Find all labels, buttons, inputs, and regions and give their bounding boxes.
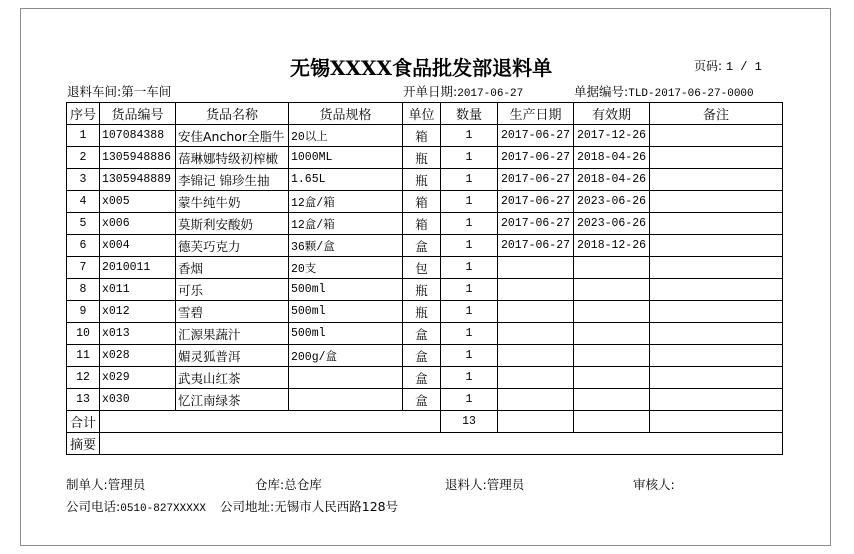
document-number-label: 单据编号: xyxy=(574,84,629,99)
item-qty: 1 xyxy=(441,323,498,345)
workshop-field xyxy=(67,82,171,100)
item-remark xyxy=(650,147,783,169)
item-exp-date: 2023-06-26 xyxy=(574,213,650,235)
row-no: 10 xyxy=(67,323,100,345)
return-items-table xyxy=(66,102,783,455)
item-code: 1305948886 xyxy=(100,147,176,169)
item-code: 2010011 xyxy=(100,257,176,279)
table-row xyxy=(67,367,783,389)
table-header-row xyxy=(67,103,783,125)
header-mfg-date: 生产日期 xyxy=(498,103,574,125)
item-unit: 盒 xyxy=(403,235,441,257)
item-name: 汇源果蔬汁 xyxy=(176,323,289,345)
item-unit: 箱 xyxy=(403,191,441,213)
table-row xyxy=(67,213,783,235)
total-qty: 13 xyxy=(441,411,498,433)
item-unit: 箱 xyxy=(403,125,441,147)
header-no: 序号 xyxy=(67,103,100,125)
item-spec: 1000ML xyxy=(289,147,403,169)
row-no: 3 xyxy=(67,169,100,191)
item-mfg-date xyxy=(498,367,574,389)
header-qty: 数量 xyxy=(441,103,498,125)
row-no: 6 xyxy=(67,235,100,257)
item-code: x028 xyxy=(100,345,176,367)
row-no: 5 xyxy=(67,213,100,235)
item-name: 雪碧 xyxy=(176,301,289,323)
workshop-value: 第一车间 xyxy=(121,84,172,99)
row-no: 9 xyxy=(67,301,100,323)
issue-date-value: 2017-06-27 xyxy=(457,88,524,100)
table-row xyxy=(67,345,783,367)
item-qty: 1 xyxy=(441,345,498,367)
item-remark xyxy=(650,389,783,411)
table-row xyxy=(67,323,783,345)
item-remark xyxy=(650,345,783,367)
item-mfg-date xyxy=(498,301,574,323)
summary-row xyxy=(67,433,783,455)
warehouse-field xyxy=(255,475,322,493)
issue-date-field xyxy=(403,82,523,100)
issue-date-label: 开单日期: xyxy=(403,84,458,99)
row-no: 8 xyxy=(67,279,100,301)
item-unit: 盒 xyxy=(403,389,441,411)
item-remark xyxy=(650,235,783,257)
document-title: 无锡XXXX食品批发部退料单 xyxy=(290,56,553,80)
item-spec: 36颗/盒 xyxy=(289,235,403,257)
item-qty: 1 xyxy=(441,147,498,169)
returner-field xyxy=(445,475,524,493)
table-row xyxy=(67,235,783,257)
row-no: 4 xyxy=(67,191,100,213)
address-value: 无锡市人民西路128号 xyxy=(274,499,399,514)
address-label: 公司地址: xyxy=(220,499,275,514)
item-spec: 12盒/箱 xyxy=(289,191,403,213)
item-mfg-date: 2017-06-27 xyxy=(498,147,574,169)
item-exp-date: 2018-04-26 xyxy=(574,169,650,191)
item-remark xyxy=(650,301,783,323)
page-number xyxy=(694,57,762,74)
item-name: 莫斯利安酸奶 xyxy=(176,213,289,235)
row-no: 11 xyxy=(67,345,100,367)
table-row xyxy=(67,301,783,323)
item-unit: 盒 xyxy=(403,323,441,345)
item-code: x013 xyxy=(100,323,176,345)
item-qty: 1 xyxy=(441,367,498,389)
reviewer-label: 审核人: xyxy=(633,477,675,492)
total-exp-blank xyxy=(574,411,650,433)
total-mfg-blank xyxy=(498,411,574,433)
item-code: x006 xyxy=(100,213,176,235)
item-qty: 1 xyxy=(441,257,498,279)
item-remark xyxy=(650,279,783,301)
item-name: 媚灵狐普洱 xyxy=(176,345,289,367)
item-name: 武夷山红茶 xyxy=(176,367,289,389)
item-exp-date xyxy=(574,345,650,367)
item-qty: 1 xyxy=(441,169,498,191)
item-exp-date: 2023-06-26 xyxy=(574,191,650,213)
item-spec xyxy=(289,367,403,389)
total-blank xyxy=(100,411,441,433)
item-qty: 1 xyxy=(441,191,498,213)
item-remark xyxy=(650,169,783,191)
item-exp-date: 2017-12-26 xyxy=(574,125,650,147)
item-mfg-date: 2017-06-27 xyxy=(498,191,574,213)
header-code: 货品编号 xyxy=(100,103,176,125)
item-spec: 200g/盒 xyxy=(289,345,403,367)
page-label: 页码: xyxy=(694,59,723,73)
item-unit: 瓶 xyxy=(403,169,441,191)
phone-value: 0510-827XXXXX xyxy=(120,503,207,515)
item-remark xyxy=(650,191,783,213)
maker-label: 制单人: xyxy=(66,477,108,492)
item-name: 蒙牛纯牛奶 xyxy=(176,191,289,213)
item-mfg-date xyxy=(498,323,574,345)
item-code: x029 xyxy=(100,367,176,389)
item-spec: 12盒/箱 xyxy=(289,213,403,235)
item-exp-date: 2018-04-26 xyxy=(574,147,650,169)
item-qty: 1 xyxy=(441,301,498,323)
document-number-field xyxy=(574,82,754,100)
header-remark: 备注 xyxy=(650,103,783,125)
item-spec: 20支 xyxy=(289,257,403,279)
item-spec: 500ml xyxy=(289,279,403,301)
item-exp-date xyxy=(574,323,650,345)
table-row xyxy=(67,169,783,191)
item-code: x012 xyxy=(100,301,176,323)
returner-value: 管理员 xyxy=(486,477,525,492)
reviewer-field xyxy=(633,475,675,493)
item-qty: 1 xyxy=(441,279,498,301)
item-name: 李锦记 锦珍生抽 xyxy=(176,169,289,191)
returner-label: 退料人: xyxy=(445,477,487,492)
item-unit: 包 xyxy=(403,257,441,279)
item-mfg-date: 2017-06-27 xyxy=(498,125,574,147)
item-name: 可乐 xyxy=(176,279,289,301)
header-unit: 单位 xyxy=(403,103,441,125)
item-exp-date xyxy=(574,257,650,279)
phone-label: 公司电话: xyxy=(66,499,121,514)
item-name: 香烟 xyxy=(176,257,289,279)
item-unit: 瓶 xyxy=(403,301,441,323)
item-remark xyxy=(650,125,783,147)
item-spec: 500ml xyxy=(289,301,403,323)
item-unit: 箱 xyxy=(403,213,441,235)
item-qty: 1 xyxy=(441,125,498,147)
item-name: 蓓琳娜特级初榨橄 xyxy=(176,147,289,169)
item-mfg-date xyxy=(498,345,574,367)
summary-value xyxy=(100,433,783,455)
item-exp-date: 2018-12-26 xyxy=(574,235,650,257)
row-no: 7 xyxy=(67,257,100,279)
maker-value: 管理员 xyxy=(107,477,146,492)
item-exp-date xyxy=(574,279,650,301)
item-mfg-date: 2017-06-27 xyxy=(498,213,574,235)
item-qty: 1 xyxy=(441,389,498,411)
item-mfg-date xyxy=(498,389,574,411)
item-remark xyxy=(650,213,783,235)
item-unit: 盒 xyxy=(403,345,441,367)
item-mfg-date xyxy=(498,257,574,279)
item-spec xyxy=(289,389,403,411)
row-no: 1 xyxy=(67,125,100,147)
item-remark xyxy=(650,323,783,345)
item-exp-date xyxy=(574,367,650,389)
item-code: x005 xyxy=(100,191,176,213)
table-row xyxy=(67,257,783,279)
item-qty: 1 xyxy=(441,235,498,257)
table-row xyxy=(67,279,783,301)
item-exp-date xyxy=(574,389,650,411)
table-row xyxy=(67,389,783,411)
row-no: 12 xyxy=(67,367,100,389)
item-name: 德芙巧克力 xyxy=(176,235,289,257)
page-value: 1 / 1 xyxy=(725,60,762,74)
item-spec: 20以上 xyxy=(289,125,403,147)
item-unit: 瓶 xyxy=(403,147,441,169)
header-exp-date: 有效期 xyxy=(574,103,650,125)
warehouse-value: 总仓库 xyxy=(284,477,322,492)
maker-field xyxy=(66,475,145,493)
item-spec: 500ml xyxy=(289,323,403,345)
item-code: x030 xyxy=(100,389,176,411)
item-spec: 1.65L xyxy=(289,169,403,191)
row-no: 2 xyxy=(67,147,100,169)
row-no: 13 xyxy=(67,389,100,411)
header-name: 货品名称 xyxy=(176,103,289,125)
item-remark xyxy=(650,367,783,389)
table-row xyxy=(67,191,783,213)
company-info xyxy=(66,497,398,515)
header-spec: 货品规格 xyxy=(289,103,403,125)
item-code: 107084388 xyxy=(100,125,176,147)
item-name: 忆江南绿茶 xyxy=(176,389,289,411)
item-code: x004 xyxy=(100,235,176,257)
item-unit: 盒 xyxy=(403,367,441,389)
item-mfg-date xyxy=(498,279,574,301)
table-row xyxy=(67,147,783,169)
item-qty: 1 xyxy=(441,213,498,235)
item-mfg-date: 2017-06-27 xyxy=(498,169,574,191)
item-name: 安佳Anchor全脂牛 xyxy=(176,125,289,147)
summary-label: 摘要 xyxy=(67,433,100,455)
item-remark xyxy=(650,257,783,279)
item-exp-date xyxy=(574,301,650,323)
item-code: x011 xyxy=(100,279,176,301)
item-code: 1305948889 xyxy=(100,169,176,191)
total-row xyxy=(67,411,783,433)
table-row xyxy=(67,125,783,147)
item-unit: 瓶 xyxy=(403,279,441,301)
item-mfg-date: 2017-06-27 xyxy=(498,235,574,257)
total-remark-blank xyxy=(650,411,783,433)
workshop-label: 退料车间: xyxy=(67,84,122,99)
warehouse-label: 仓库: xyxy=(255,477,285,492)
total-label: 合计 xyxy=(67,411,100,433)
document-number-value: TLD-2017-06-27-0000 xyxy=(628,88,754,100)
